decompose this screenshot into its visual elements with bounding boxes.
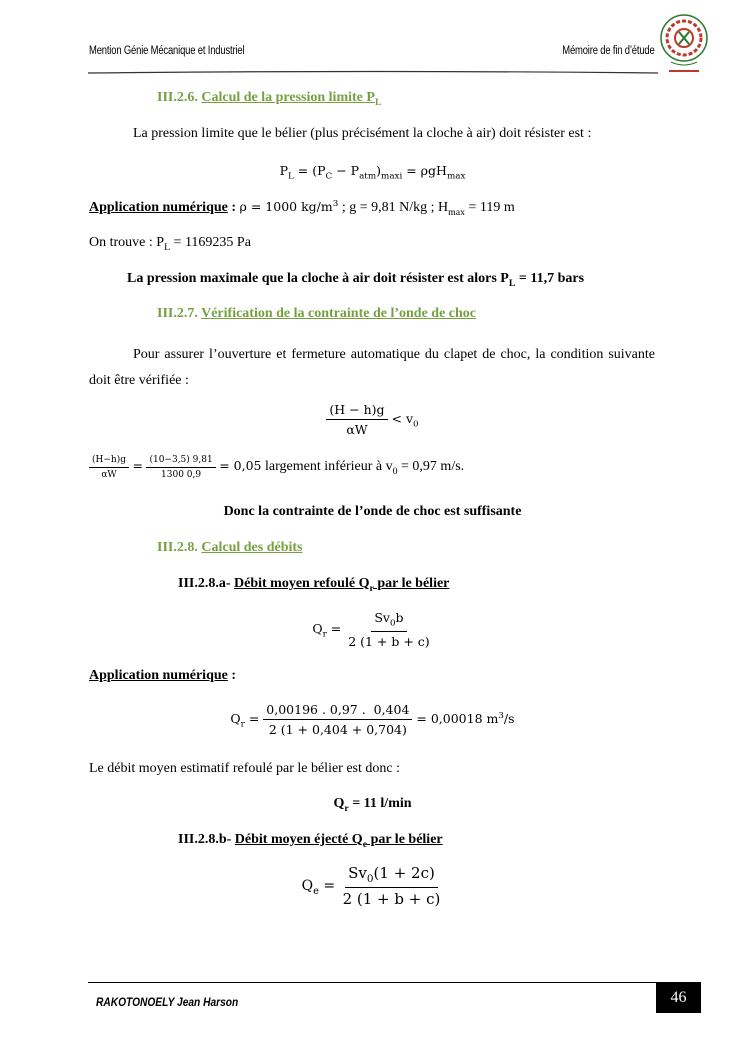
header-rule [88,69,658,77]
result-sub: 0 [392,465,398,477]
on-trouve-text: On trouve : P [89,235,165,250]
app1-end: = 119 m [464,200,515,216]
on-trouve-end: = 1169235 Pa [170,235,251,250]
section-heading-3-2-7 [157,306,476,322]
application-numerique-1: Application numérique : ρ = 1000 $kg/m^3$ ; g = 9,81 N/kg ; $H_{max} = 119$ m [89,199,515,218]
subsection-title-end: par le bélier [367,832,443,847]
on-trouve-sub: L [164,241,171,253]
result-text: largement inférieur à v [264,459,393,474]
header-left: Mention Génie Mécanique et Industriel [89,45,245,57]
paragraph-debit-moyen: Le débit moyen estimatif refoulé par le bélier est donc : [89,761,400,776]
subsection-heading-3-2-8-b [178,832,443,850]
application-label: Application numérique [89,200,228,216]
section-number: III.2.7. [157,306,198,321]
application-numerique-2: Application numérique : [89,668,237,683]
application-label: Application numérique [89,668,228,683]
inequality-onde-choc: $\frac{(H - h)g}{\alpha W}$ < $v_0$ [0,402,745,437]
app1-hmax-sub: max [448,206,465,218]
page-number: 46 [656,982,701,1013]
section-title-sub: L [374,96,382,108]
bold-conclusion-pression [127,271,584,289]
on-trouve [89,235,251,253]
bold-conclusion-onde-choc: Donc la contrainte de l’onde de choc est suffisante [223,504,522,519]
subsection-heading-3-2-8-a [178,576,449,594]
section-heading-3-2-6 [157,90,381,108]
section-title: Vérification de la contrainte de l’onde de choc [201,306,477,321]
subsection-number: III.2.8.b- [178,832,232,847]
subsection-number: III.2.8.a- [178,576,231,591]
qr-result-text: Q [333,796,345,811]
section-title: Calcul des débits [201,540,303,555]
section-title: Calcul de la pression limite P [201,90,375,105]
qr-result-sub: r [344,802,349,814]
qr-result [0,796,745,814]
paragraph-pression-limite: La pression limite que le bélier (plus précisément la cloche à air) doit résister est : [133,126,592,141]
equation-qr-numeric: $Q_r$ = $\frac{0,00196 . 0,97 . 0,404}{2 (1 + 0,404 + 0,704)}$ = 0,00018 $m^3/s$ [230,702,515,737]
footer-rule [88,982,656,983]
result-end: = 0,97 m/s. [397,459,465,474]
section-number: III.2.8. [157,540,198,555]
paragraph-condition: Pour assurer l’ouverture et fermeture automatique du clapet de choc, la condition suivante doit être vérifiée : [89,347,655,388]
school-logo [659,10,709,80]
subsection-title: Débit moyen éjecté Q [234,832,363,847]
bold1-sub: L [508,277,516,289]
footer-author: RAKOTONOELY Jean Harson [96,995,239,1009]
subsection-title-sub: r [369,582,374,594]
onde-choc-result: $\frac{(H-h)g}{\alpha W}$ = $\frac{(10-3,5) 9,81}{1300 0,9}$ = 0,05 largement inférieur à $v_0 = 0,97$ m/s. [89,455,464,480]
equation-qr: $Q_r$ = $\frac{Sv_0b}{2 (1 + b + c)}$ [312,610,430,649]
section-number: III.2.6. [157,90,198,105]
qr-result-end: = 11 l/min [348,796,412,811]
app1-values: ; g = 9,81 N/kg ; H [341,200,449,216]
subsection-title: Débit moyen refoulé Q [234,576,370,591]
section-heading-3-2-8 [157,540,302,556]
bold1-end: = 11,7 bars [515,271,585,286]
equation-pl: $P_L = (P_C - P_{atm})_{maxi} = \rho gH_{max}$ [279,163,466,182]
subsection-title-sub: e [362,838,368,850]
subsection-title-end: par le bélier [373,576,450,591]
bold1-text: La pression maximale que la cloche à air doit résister est alors P [127,271,509,286]
header-right: Mémoire de fin d’étude [562,45,655,57]
equation-qe: $Q_e$ = $\frac{Sv_0(1 + 2c)}{2 (1 + b + c)}$ [301,864,441,908]
